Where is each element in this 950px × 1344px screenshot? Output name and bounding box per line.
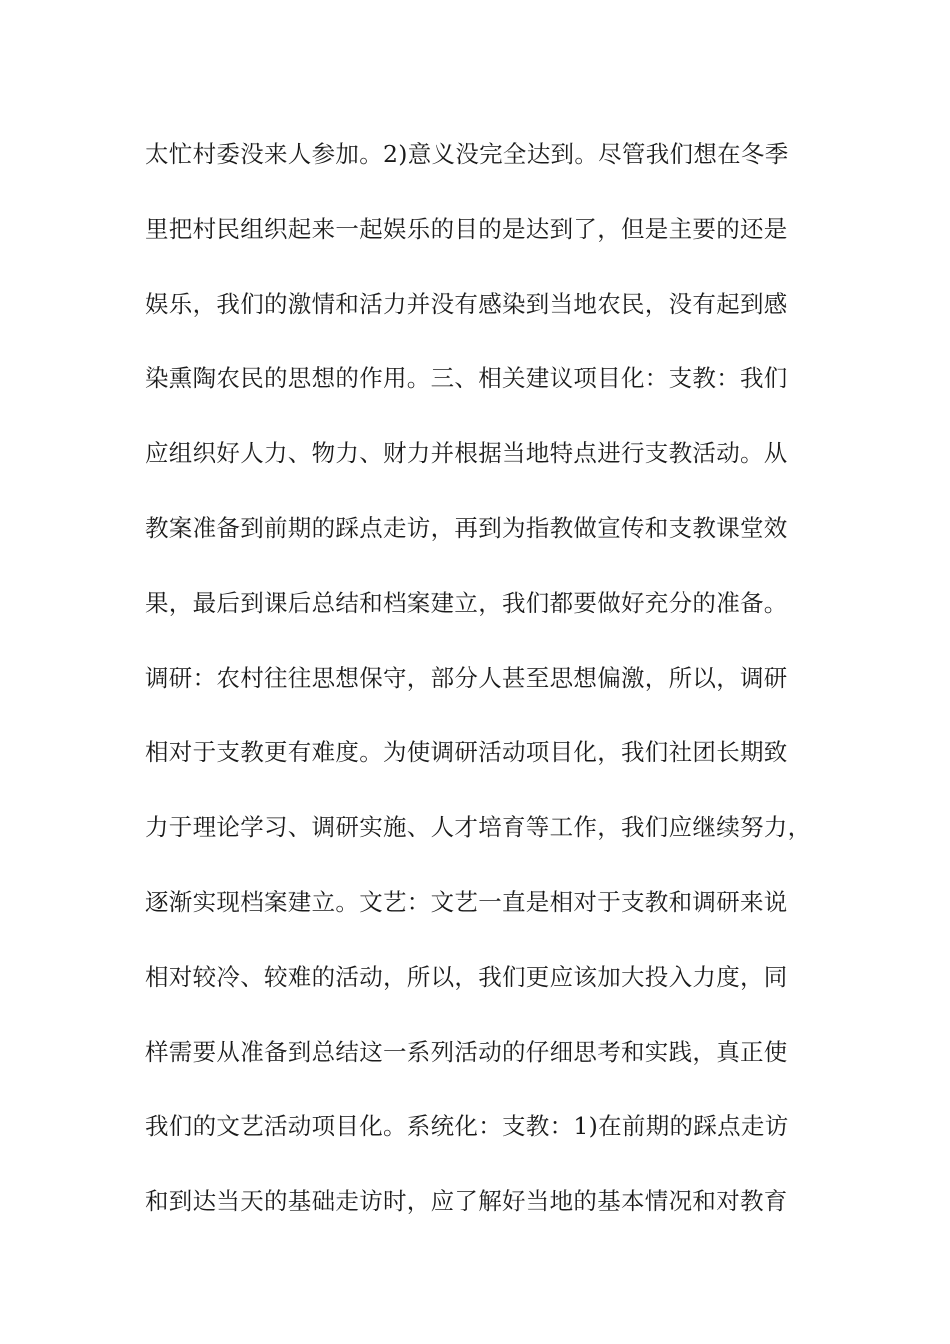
- text-line: 娱乐，我们的激情和活力并没有感染到当地农民，没有起到感: [145, 289, 788, 318]
- text-line: 染熏陶农民的思想的作用。三、相关建议项目化：支教：我们: [145, 364, 788, 393]
- text-line: 教案准备到前期的踩点走访，再到为指教做宣传和支教课堂效: [145, 513, 788, 542]
- text-line: 里把村民组织起来一起娱乐的目的是达到了，但是主要的还是: [145, 214, 788, 243]
- text-line: 应组织好人力、物力、财力并根据当地特点进行支教活动。从: [145, 439, 788, 468]
- text-line: 调研：农村往往思想保守，部分人甚至思想偏激，所以，调研: [145, 663, 788, 692]
- text-line: 果，最后到课后总结和档案建立，我们都要做好充分的准备。: [145, 588, 788, 617]
- text-line: 我们的文艺活动项目化。系统化：支教：1)在前期的踩点走访: [145, 1112, 789, 1141]
- body-text: [145, 133, 835, 1255]
- text-line: 力于理论学习、调研实施、人才培育等工作，我们应继续努力，: [145, 813, 812, 842]
- text-line: 太忙村委没来人参加。2)意义没完全达到。尽管我们想在冬季: [145, 140, 789, 168]
- text-line: 逐渐实现档案建立。文艺：文艺一直是相对于支教和调研来说: [145, 887, 788, 916]
- text-line: 相对较冷、较难的活动，所以，我们更应该加大投入力度，同: [145, 962, 788, 991]
- text-line: 样需要从准备到总结这一系列活动的仔细思考和实践，真正使: [145, 1037, 788, 1066]
- text-line: 相对于支教更有难度。为使调研活动项目化，我们社团长期致: [145, 738, 788, 767]
- text-line: 和到达当天的基础走访时，应了解好当地的基本情况和对教育: [145, 1187, 788, 1216]
